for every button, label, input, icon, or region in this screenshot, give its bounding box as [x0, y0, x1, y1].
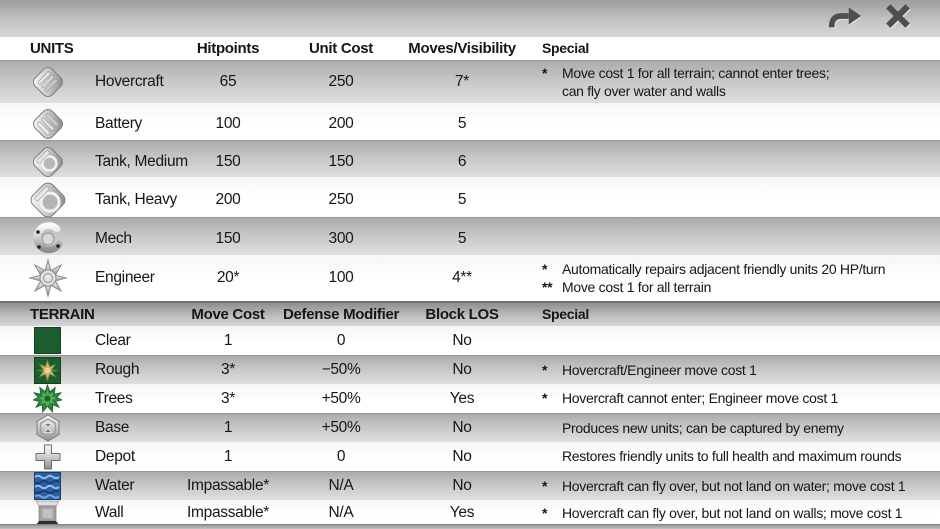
- terrain-block-los: No: [452, 477, 472, 494]
- wall-terrain-icon: [0, 500, 95, 526]
- terrain-move-cost: 1: [223, 331, 233, 349]
- special-marker: [542, 419, 562, 437]
- unit-moves-visibility: 6: [457, 153, 467, 170]
- forward-button[interactable]: [824, 2, 864, 34]
- battery-icon: [0, 103, 95, 145]
- clear-terrain-icon: [0, 326, 95, 355]
- terrain-header: TERRAIN: [30, 306, 95, 323]
- terrain-defense-modifier: −50%: [321, 361, 361, 378]
- units-header-row: [0, 37, 940, 60]
- block-los-header: Block LOS: [425, 306, 499, 323]
- special-text: can fly over water and walls: [562, 83, 726, 99]
- special-text: Move cost 1 for all terrain; cannot enter trees;: [562, 64, 830, 81]
- terrain-move-cost: 3*: [220, 389, 236, 407]
- close-button[interactable]: [878, 2, 918, 34]
- terrain-move-cost: Impassable*: [187, 477, 269, 494]
- special-header: Special: [542, 40, 589, 57]
- terrain-block-los: Yes: [449, 389, 475, 407]
- terrain-row-wall: [0, 500, 940, 524]
- special-text: Hovercraft can fly over, but not land on water; move cost 1: [562, 477, 906, 494]
- special-text: Automatically repairs adjacent friendly units 20 HP/turn: [562, 260, 886, 277]
- terrain-name: Wall: [95, 504, 124, 521]
- unit-name: Mech: [95, 230, 132, 247]
- terrain-row-rough: [0, 355, 940, 384]
- unit-hitpoints: 150: [215, 230, 241, 247]
- special-marker: *: [542, 64, 548, 81]
- terrain-move-cost: Impassable*: [187, 504, 269, 521]
- terrain-defense-modifier: 0: [336, 447, 346, 465]
- unit-cost: 150: [328, 153, 354, 170]
- hovercraft-icon: [0, 61, 95, 103]
- unit-moves-visibility: 5: [457, 230, 467, 247]
- special-text: Restores friendly units to full health and maximum rounds: [562, 448, 902, 465]
- special-marker: *: [542, 361, 548, 378]
- special-text: Move cost 1 for all terrain: [562, 279, 712, 295]
- unit-row-battery: [0, 103, 940, 140]
- tank-heavy-icon: [0, 177, 95, 223]
- unit-hitpoints: 100: [215, 115, 241, 132]
- forward-arrow-icon: [825, 1, 863, 36]
- unit-moves-visibility: 7*: [454, 73, 470, 90]
- terrain-special: [520, 477, 940, 495]
- base-terrain-icon: [0, 414, 95, 442]
- terrain-name: Depot: [95, 447, 135, 465]
- special-header: Special: [542, 306, 589, 323]
- title-bar: [0, 0, 940, 37]
- unit-name: Battery: [95, 115, 143, 132]
- terrain-block-los: No: [452, 447, 472, 465]
- terrain-defense-modifier: N/A: [328, 477, 354, 494]
- special-marker: *: [542, 477, 548, 494]
- special-marker: *: [542, 390, 548, 407]
- mech-icon: [0, 218, 95, 260]
- water-terrain-icon: [0, 472, 95, 500]
- terrain-defense-modifier: N/A: [328, 504, 354, 521]
- unit-hitpoints: 65: [219, 73, 237, 90]
- unit-row-engineer: [0, 255, 940, 301]
- special-marker: *: [542, 260, 548, 277]
- rough-terrain-icon: [0, 356, 95, 384]
- unit-hitpoints: 200: [215, 191, 241, 208]
- terrain-special: [520, 389, 940, 407]
- terrain-row-trees: [0, 384, 940, 413]
- special-marker: [542, 82, 562, 100]
- terrain-block-los: No: [452, 331, 472, 349]
- special-text: Hovercraft/Engineer move cost 1: [562, 361, 757, 378]
- terrain-block-los: No: [452, 361, 472, 378]
- unit-special: [520, 64, 940, 100]
- unit-hitpoints: 20*: [216, 269, 240, 286]
- terrain-special: [520, 361, 940, 379]
- terrain-special: [520, 447, 940, 465]
- terrain-name: Water: [95, 477, 135, 494]
- terrain-header-row: [0, 301, 940, 326]
- special-marker: **: [542, 279, 553, 295]
- defense-modifier-header: Defense Modifier: [282, 306, 400, 323]
- unit-row-mech: [0, 217, 940, 255]
- terrain-row-water: [0, 471, 940, 500]
- unit-name: Engineer: [95, 269, 155, 286]
- terrain-name: Clear: [95, 331, 131, 349]
- terrain-name: Base: [95, 419, 130, 436]
- unit-moves-visibility: 5: [457, 191, 467, 208]
- engineer-icon: [0, 255, 95, 301]
- unit-row-hovercraft: [0, 60, 940, 103]
- units-header: UNITS: [30, 40, 74, 57]
- special-text: Hovercraft cannot enter; Engineer move cost 1: [562, 390, 838, 407]
- unit-hitpoints: 150: [215, 153, 241, 170]
- special-text: Hovercraft can fly over, but not land on walls; move cost 1: [562, 504, 903, 521]
- terrain-block-los: Yes: [449, 504, 475, 521]
- terrain-special: [520, 504, 940, 522]
- bottom-divider: [0, 524, 940, 529]
- terrain-name: Trees: [95, 389, 133, 407]
- unit-cost: 100: [328, 269, 354, 286]
- special-marker: [542, 447, 562, 465]
- unit-cost: 200: [328, 115, 354, 132]
- special-marker: *: [542, 504, 548, 521]
- hitpoints-header: Hitpoints: [196, 40, 260, 57]
- moves-visibility-header: Moves/Visibility: [408, 40, 516, 57]
- depot-terrain-icon: [0, 442, 95, 471]
- terrain-move-cost: 3*: [220, 361, 236, 378]
- terrain-name: Rough: [95, 361, 140, 378]
- trees-terrain-icon: [0, 384, 95, 413]
- unit-name: Tank, Medium: [95, 153, 188, 170]
- unit-moves-visibility: 4**: [452, 269, 472, 286]
- terrain-special: [520, 419, 940, 437]
- move-cost-header: Move Cost: [191, 306, 265, 323]
- terrain-defense-modifier: +50%: [321, 389, 361, 407]
- unit-row-tank-medium: [0, 140, 940, 177]
- unit-moves-visibility: 5: [457, 115, 467, 132]
- unit-cost: 250: [328, 73, 354, 90]
- terrain-move-cost: 1: [223, 447, 233, 465]
- terrain-row-depot: [0, 442, 940, 471]
- terrain-row-clear: [0, 326, 940, 355]
- terrain-row-base: [0, 413, 940, 442]
- unit-cost: 250: [328, 191, 354, 208]
- terrain-block-los: No: [452, 419, 472, 436]
- unit-name: Tank, Heavy: [95, 191, 177, 208]
- terrain-defense-modifier: 0: [336, 331, 346, 349]
- unit-row-tank-heavy: [0, 177, 940, 217]
- close-icon: [883, 1, 913, 36]
- special-text: Produces new units; can be captured by enemy: [562, 419, 844, 436]
- unit-name: Hovercraft: [95, 73, 164, 90]
- unit-cost-header: Unit Cost: [309, 40, 373, 57]
- terrain-move-cost: 1: [223, 419, 233, 436]
- unit-special: [520, 260, 940, 296]
- unit-cost: 300: [328, 230, 354, 247]
- terrain-defense-modifier: +50%: [321, 419, 361, 436]
